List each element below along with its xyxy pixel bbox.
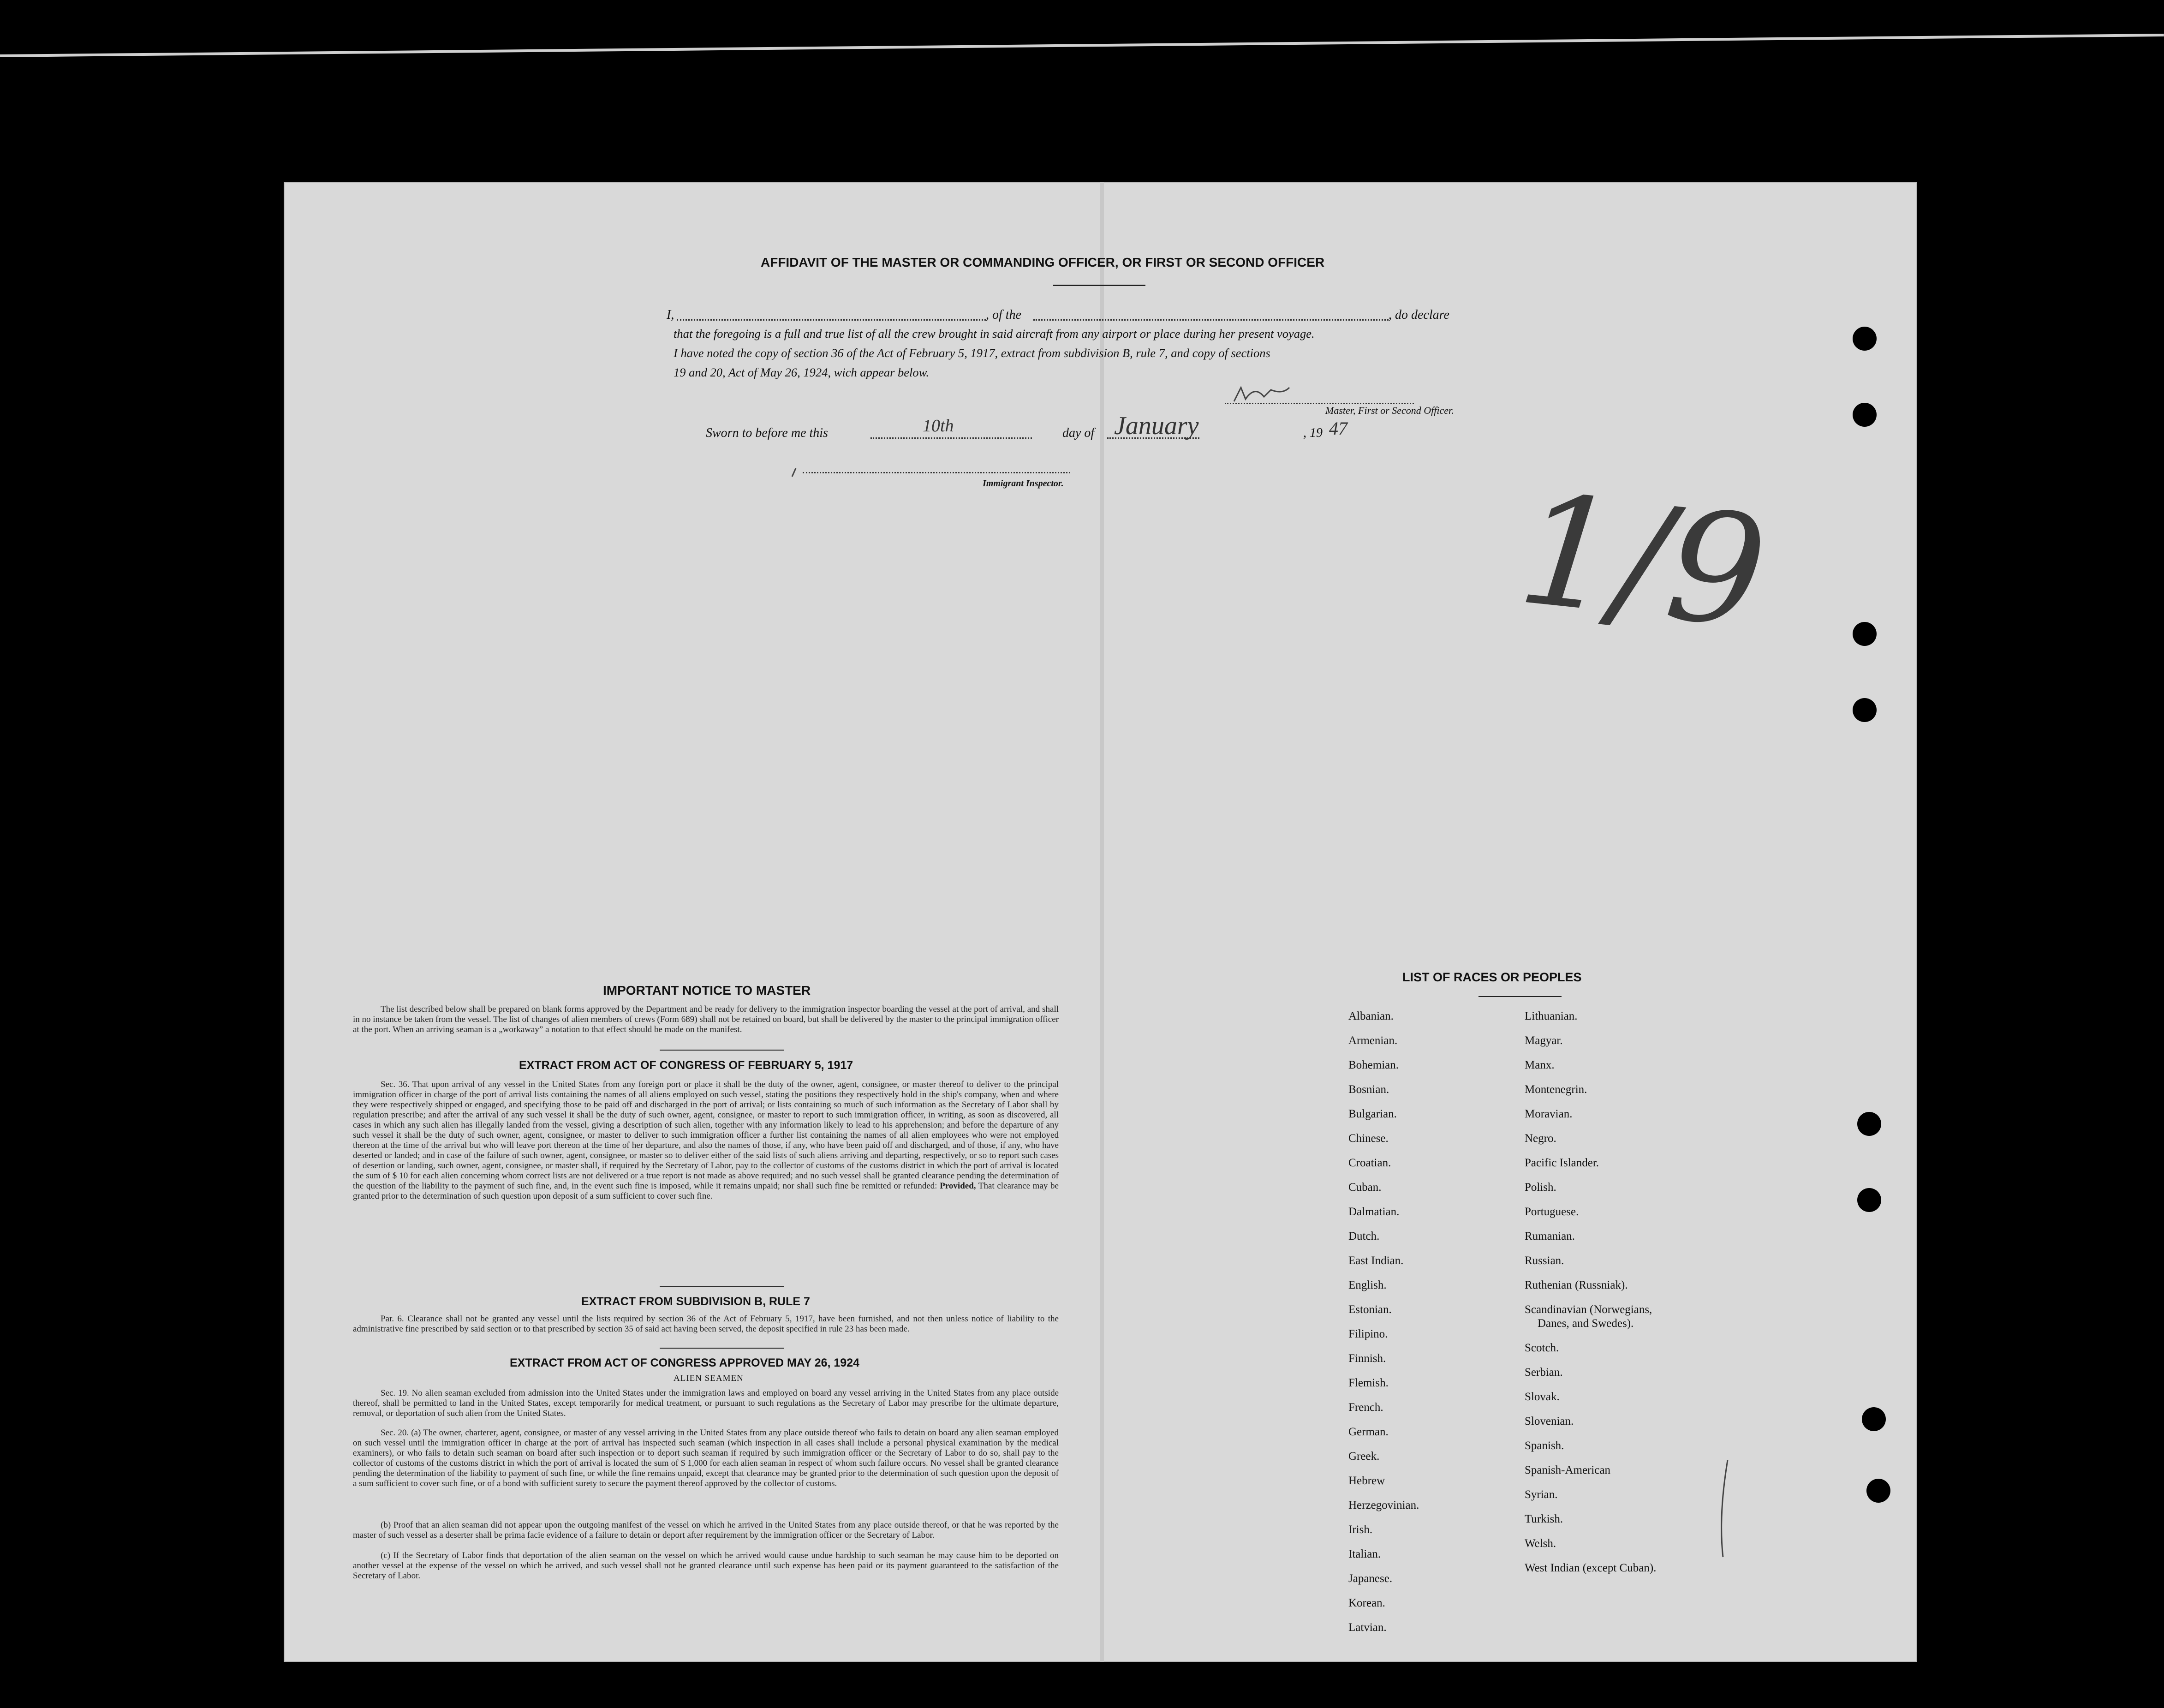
race-item: Scotch. [1525,1342,1559,1354]
race-item: Turkish. [1525,1513,1563,1525]
race-item: Serbian. [1525,1366,1563,1379]
race-item: Slovenian. [1525,1415,1574,1427]
master-label: Master, First or Second Officer. [1325,405,1454,416]
race-item: Russian. [1525,1254,1564,1267]
race-item: Portuguese. [1525,1206,1579,1218]
extract1924-sec20a: Sec. 20. (a) The owner, charterer, agent, consignee, or master of any vessel arriving in the United States from any place outside thereof who fails to detain on board any alien seaman employed on such vessel until the immigration officer in charge at the port of arrival has inspected such seaman (which inspection in all cases shall include a personal physical examination by the medical examiners), or who fails to detain such seaman on board after such inspection or to deport such seaman if required by such immigration officer or the Secretary of Labor to do so, shall pay to the collector of customs of the customs district in which the port of arrival is located the sum of $ 1,000 for each alien seaman in respect of whom such failure occurs. No vessel shall be granted clearance pending the determination of the liability to payment of such fine, or while the fine remains unpaid, except that clearance may be granted prior to the determination of such question upon the deposit of a sum sufficient to cover such fine, or of a bond with sufficient surety to secure the payment thereof approved by the collector of customs. [353,1428,1059,1488]
sworn-month-value: January [1114,412,1199,440]
sworn-day-value: 10th [923,416,954,436]
race-item: Ruthenian (Russniak). [1525,1279,1628,1291]
race-item: Moravian. [1525,1108,1573,1120]
affidavit-line3: I have noted the copy of section 36 of the Act of February 5, 1917, extract from subdivision B, rule 7, and copy of sections [674,346,1270,360]
subdivisionB-title: EXTRACT FROM SUBDIVISION B, RULE 7 [581,1295,810,1308]
race-item: German. [1348,1426,1389,1438]
race-item: Magyar. [1525,1034,1563,1047]
race-item: English. [1348,1279,1387,1291]
master-signature-scribble [1234,388,1289,401]
races-title: LIST OF RACES OR PEOPLES [1402,970,1582,984]
affidavit-line1-mid: , of the [986,308,1021,322]
race-item: Filipino. [1348,1328,1388,1340]
race-item: Bohemian. [1348,1059,1399,1071]
extract1917-body: Sec. 36. That upon arrival of any vessel in the United States from any foreign port or place it shall be the duty of the owner, agent, consignee, or master thereof to deliver to the principal immigration officer in charge of the port of arrival lists containing the names of all aliens employed on such vessel, stating the positions they respectively hold in the ship's company, when and where they were respectively shipped or engaged, and specifying those to be paid off and discharged in the port of arrival; or lists containing so much of such information as the Secretary of Labor shall by regulation prescribe; and after the arrival of any such vessel it shall be the duty of such owner, agent, consignee, or master to report to such immigration officer, in writing, as soon as discovered, all cases in which any such alien has illegally landed from the vessel, giving a description of such alien, together with any information likely to lead to his apprehension; and before the departure of any such vessel it shall be the duty of such owner, agent, consignee, or master to deliver to such immigration officer a further list containing the names of all alien employees who were not employed thereon at the time of the arrival but who will leave port thereon at the time of her departure, and also the names of those, if any, who have been paid off and discharged, and of those, if any, who have deserted or landed; and in case of the failure of such owner, agent, consignee, or master so to deliver either of the said lists of such aliens arriving and departing, respectively, or so to report such cases of desertion or landing, such owner, agent, consignee, or master shall, if required by the Secretary of Labor, pay to the collector of customs of the customs district in which the port of arrival is located the sum of $ 10 for each alien concerning whom correct lists are not delivered or a true report is not made as above required; and no such vessel shall be granted clearance pending the determination of the question of the liability to the payment of such fine, and, in the event such fine is imposed, while it remains unpaid; nor shall such fine be remitted or refunded: [353,1080,1059,1191]
races-left-column [1348,1004,1419,1640]
race-item: Pacific Islander. [1525,1157,1599,1169]
extract1924-subtitle: ALIEN SEAMEN [674,1374,744,1383]
race-item: Armenian. [1348,1034,1398,1047]
extract1924-title: EXTRACT FROM ACT OF CONGRESS APPROVED MAY 26, 1924 [510,1356,860,1369]
race-item: Albanian. [1348,1010,1394,1022]
margin-number: 1/9 [1511,460,1774,663]
race-item: Finnish. [1348,1352,1386,1365]
affidavit-line2: that the foregoing is a full and true list of all the crew brought in said aircraft from any airport or place during her present voyage. [674,327,1315,340]
race-item: Dalmatian. [1348,1206,1400,1218]
race-item: Cuban. [1348,1181,1382,1194]
race-item: Slovak. [1525,1391,1560,1403]
race-item: Croatian. [1348,1157,1391,1169]
extract1924-sec20b: (b) Proof that an alien seaman did not appear upon the outgoing manifest of the vessel on which he arrived in the United States from any place outside thereof, or that he was reported by the master of such vessel as a deserter shall be prima facie evidence of a failure to detain or deport after requirement by the immigration officer or the Secretary of Labor. [353,1520,1059,1540]
subdivisionB-text: Par. 6. Clearance shall not be granted any vessel until the lists required by section 36 of the Act of February 5, 1917, have been furnished, and not then unless notice of liability to the administrative fine prescribed by said section or to that prescribed by section 35 of said act having been served, the deposit specified in rule 23 has been made. [353,1314,1059,1334]
sworn-year-value: 47 [1329,418,1347,439]
race-item: Spanish-American [1525,1464,1611,1476]
race-item: Japanese. [1348,1572,1393,1585]
race-item: Rumanian. [1525,1230,1575,1242]
race-item: Danes, and Swedes). [1538,1317,1634,1330]
race-item: Korean. [1348,1597,1385,1609]
extract1924-sec20c: (c) If the Secretary of Labor finds that deportation of the alien seaman on the vessel on which he arrived would cause undue hardship to such seaman he may cause him to be deported on another vessel at the expense of the vessel on which he arrived, and such vessel shall not be granted clearance until such expense has been paid or its payment guaranteed to the satisfaction of the Secretary of Labor. [353,1551,1059,1581]
affidavit-line4: 19 and 20, Act of May 26, 1924, wich appear below. [674,365,929,379]
race-item: Bosnian. [1348,1083,1389,1096]
subdivisionB-rule [660,1348,784,1349]
races-rule [1478,996,1562,997]
race-item: Polish. [1525,1181,1556,1194]
inspector-label: Immigrant Inspector. [983,478,1064,489]
race-item: Negro. [1525,1132,1556,1145]
affidavit-title: AFFIDAVIT OF THE MASTER OR COMMANDING OFFICER, OR FIRST OR SECOND OFFICER [761,255,1325,269]
extract1917-title: EXTRACT FROM ACT OF CONGRESS OF FEBRUARY 5, 1917 [519,1059,853,1072]
race-item: Latvian. [1348,1621,1387,1634]
race-item: Bulgarian. [1348,1108,1397,1120]
extract1917-text [353,1080,1059,1201]
day-of-label: day of [1062,426,1095,440]
affidavit-line1-start: I, [667,308,674,322]
race-item: Montenegrin. [1525,1083,1587,1096]
notice-text: The list described below shall be prepared on blank forms approved by the Department and be ready for delivery to the immigration inspector boarding the vessel at the port of arrival, and shall in no instance be taken from the vessel. The list of changes of alien members of crews (Form 689) shall not be retained on board, but shall be delivered by the master to the principal immigration officer at the port. When an arriving seaman is a „workaway” a notation to that effect should be made on the manifest. [353,1004,1059,1034]
extract1917-provided: Provided, [940,1181,976,1191]
sworn-label: Sworn to before me this [706,426,828,440]
race-item: Greek. [1348,1450,1380,1463]
race-item: Estonian. [1348,1303,1392,1316]
race-item: Scandinavian (Norwegians, [1525,1303,1652,1316]
race-item: Hebrew [1348,1475,1385,1487]
extract1924-sec19: Sec. 19. No alien seaman excluded from admission into the United States under the immigration laws and employed on board any vessel arriving in the United States from any place outside thereof, shall be permitted to land in the United States, except temporarily for medical treatment, or pursuant to such regulations as the Secretary of Labor may prescribe for the ultimate departure, removal, or deportation of such alien from the United States. [353,1388,1059,1418]
race-item: Syrian. [1525,1488,1558,1501]
notice-rule [660,1050,784,1051]
races-right-column [1525,1004,1656,1580]
race-item: Herzegovinian. [1348,1499,1419,1511]
race-item: Welsh. [1525,1537,1556,1550]
race-item: Spanish. [1525,1439,1564,1452]
race-item: Italian. [1348,1548,1381,1560]
race-item: Flemish. [1348,1377,1389,1389]
race-item: Dutch. [1348,1230,1380,1242]
year-prefix: , 19 [1303,426,1323,440]
inspector-tick-mark [792,468,796,477]
race-item: Lithuanian. [1525,1010,1578,1022]
scan-edge-line [0,34,2164,57]
race-item: French. [1348,1401,1383,1414]
notice-title: IMPORTANT NOTICE TO MASTER [603,983,811,997]
extract1917-body-end: That clearance may be granted prior to the determination of such question upon deposit of a sum sufficient to cover such fine. [353,1181,1059,1201]
document-page [284,182,1917,1662]
race-item: West Indian (except Cuban). [1525,1562,1657,1574]
extract1917-rule [660,1286,784,1287]
race-item: Chinese. [1348,1132,1389,1145]
race-item: Manx. [1525,1059,1555,1071]
race-item: East Indian. [1348,1254,1404,1267]
race-item: Irish. [1348,1523,1373,1536]
affidavit-line1-end: , do declare [1389,308,1449,322]
margin-stroke [1722,1460,1728,1557]
